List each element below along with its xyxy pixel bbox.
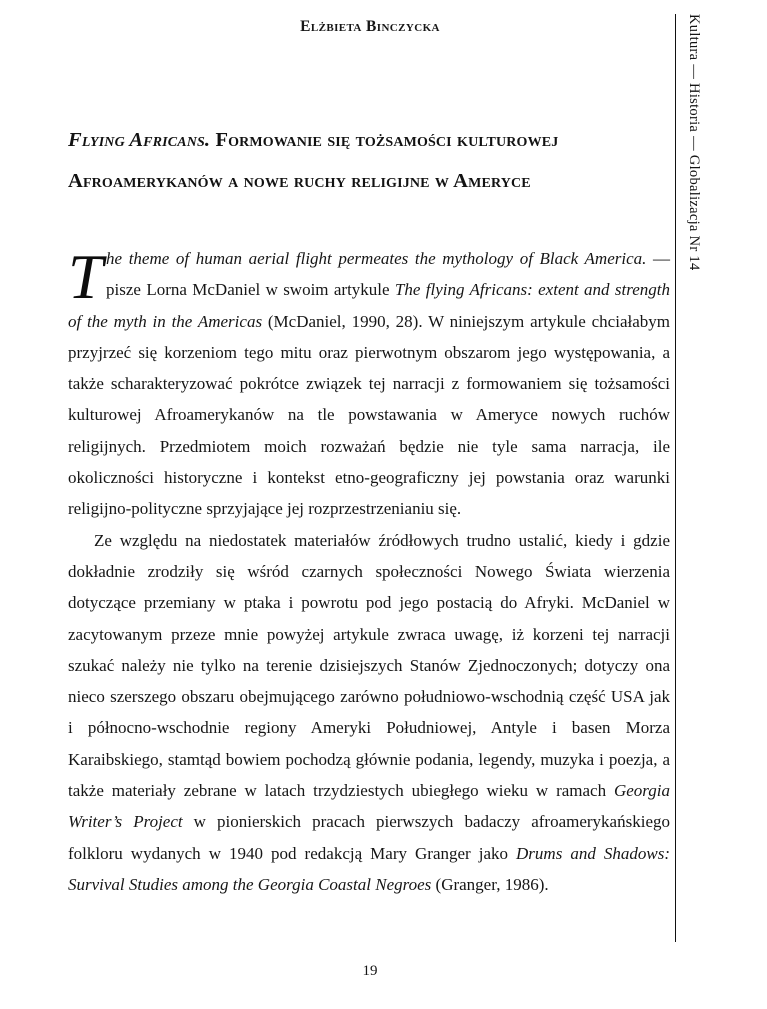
p1-cited-title: The flying Africans: extent and strength of the myth in the Americas xyxy=(68,280,670,331)
running-head: Elżbieta Binczycka xyxy=(300,18,440,35)
article-body xyxy=(68,243,670,900)
p2-project-title: Georgia Writer’s Project xyxy=(68,781,670,832)
title-line-1-italic: Flying Africans. xyxy=(68,128,211,151)
p1-remainder: (McDaniel, 1990, 28). W niniejszym artykule chciałabym przyjrzeć się korzeniom tego mitu oraz pierwotnym obszarom jego występowania, a także scharakteryzować pokrótce związek tej narracji z formowaniem się tożsamości kulturowej Afroamerykanów na tle powstawania w Ameryce nowych ruchów religijnych. Przedmiotem moich rozważań będzie nie tyle sama narracja, ile okoliczności historyczne i kontekst etno-geograficzny jej powstania oraz warunki religijno-polityczne sprzyjające jej rozprzestrzenianiu się. xyxy=(68,311,670,519)
p2-book-title: Drums and Shadows: Survival Studies among the Georgia Coastal Negroes xyxy=(68,843,670,894)
side-rule-divider xyxy=(675,14,676,942)
page-title xyxy=(68,120,668,202)
page-number: 19 xyxy=(362,963,378,979)
p2-opening: Ze względu na niedostatek materiałów źródłowych trudno ustalić, kiedy i gdzie dokładnie zrodziły się wśród czarnych społeczności Nowego Świata wierzenia dotyczące przemiany w ptaka i powrotu pod jego postacią do Afryki. McDaniel w zacytowanym przeze mnie powyżej artykule zwraca uwagę, iż korzeni tej narracji szukać należy nie tylko na terenie dzisiejszych Stanów Zjednoczonych; dotyczy ona nieco szerszego obszaru obejmującego zarówno południowo-wschodnią część USA jak i północno-wschodnie regiony Ameryki Południowej, Antyle i basen Morza Karaibskiego, stamtąd bowiem pochodzą głównie podania, legendy, muzyka i poezja, a także materiały zebrane w latach trzydziestych ubiegłego wieku w ramach xyxy=(68,530,670,801)
title-line-1-rest: Formowanie się tożsamości kulturowej xyxy=(210,128,559,151)
p1-quote-opening: he theme of human aerial flight permeates the mythology of Black America. xyxy=(106,249,647,268)
paragraph-2 xyxy=(68,525,670,901)
side-journal-title: Kultura — Historia — Globalizacja Nr 14 xyxy=(686,14,702,271)
side-journal-title-wrap xyxy=(683,14,707,494)
paragraph-1 xyxy=(68,243,670,525)
p2-citation: (Granger, 1986). xyxy=(431,874,549,894)
drop-cap: T xyxy=(68,242,104,312)
title-line-1 xyxy=(68,120,668,161)
p2-middle: w pionierskich pracach pierwszych badaczy afroamerykańskiego folkloru wydanych w 1940 pod redakcją Mary Granger jako xyxy=(68,812,670,863)
p1-attribution: — pisze Lorna McDaniel w swoim artykule xyxy=(106,249,671,300)
title-line-2: Afroamerykanów a nowe ruchy religijne w Ameryce xyxy=(68,169,531,192)
